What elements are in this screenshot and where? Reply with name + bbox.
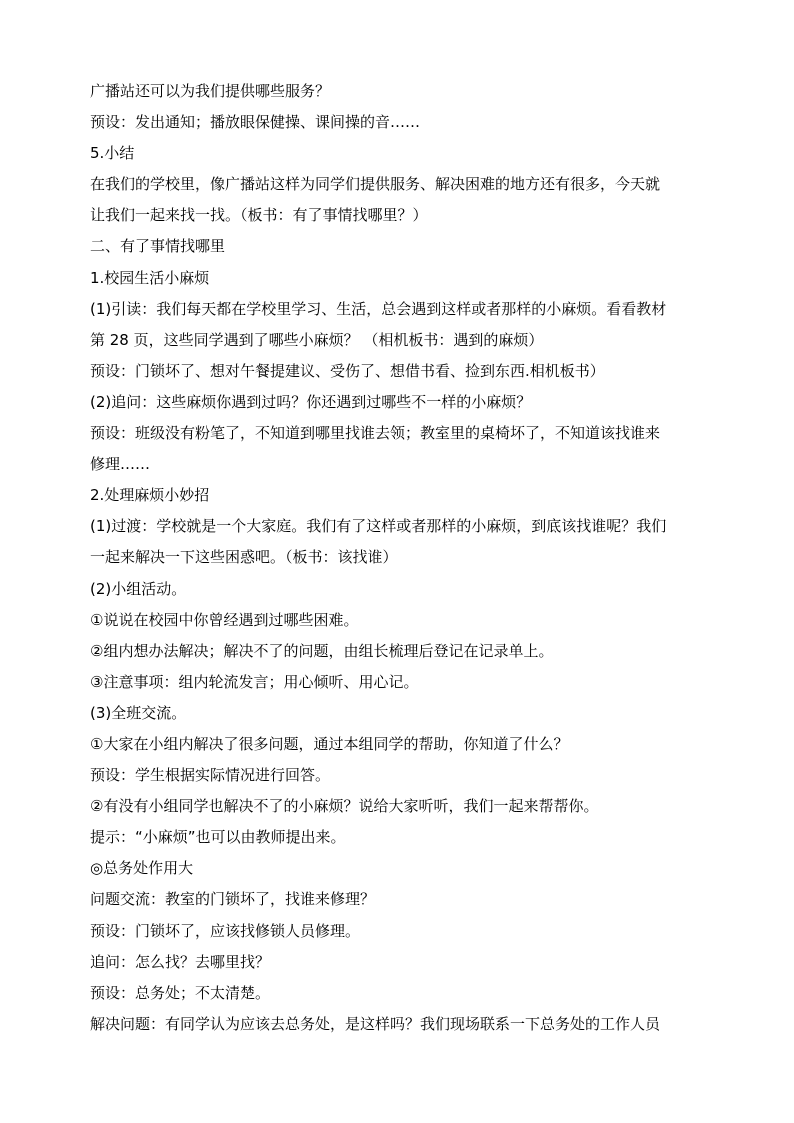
text-line: 一起来解决一下这些困惑吧。（板书：该找谁） (90, 548, 398, 567)
text-line: 追问：怎么找？去哪里找？ (90, 952, 271, 971)
text-line: (3)全班交流。 (90, 703, 187, 722)
text-line: 预设：发出通知；播放眼保健操、课间操的音…… (90, 113, 421, 132)
section-heading: ◎总务处作用大 (90, 859, 194, 878)
text-line: 让我们一起来找一找。（板书：有了事情找哪里？） (90, 206, 428, 225)
text-line: 广播站还可以为我们提供哪些服务？ (90, 82, 331, 100)
section-heading: 1.校园生活小麻烦 (90, 268, 210, 287)
text-line: (1)过渡：学校就是一个大家庭。我们有了这样或者那样的小麻烦，到底该找谁呢？我们 (90, 517, 667, 536)
list-item: ②组内想办法解决；解决不了的问题，由组长梳理后登记在记录单上。 (90, 641, 554, 660)
list-item: ②有没有小组同学也解决不了的小麻烦？说给大家听听，我们一起来帮帮你。 (90, 797, 599, 816)
text-line: 预设：学生根据实际情况进行回答。 (90, 766, 331, 785)
text-line: 修理…… (90, 455, 151, 474)
text-line: 第 28 页，这些同学遇到了哪些小麻烦？ （相机板书：遇到的麻烦） (90, 330, 544, 349)
text-line: 预设：班级没有粉笔了，不知道到哪里找谁去领；教室里的桌椅坏了，不知道该找谁来 (90, 424, 661, 443)
section-heading: 2.处理麻烦小妙招 (90, 486, 210, 505)
text-line: 预设：门锁坏了，应该找修锁人员修理。 (90, 921, 361, 940)
text-line: (2)小组活动。 (90, 579, 187, 598)
text-line: 在我们的学校里，像广播站这样为同学们提供服务、解决困难的地方还有很多，今天就 (90, 175, 661, 194)
text-line: (2)追问：这些麻烦你遇到过吗？你还遇到过哪些不一样的小麻烦？ (90, 392, 532, 411)
section-heading: 二、有了事情找哪里 (90, 237, 226, 256)
text-line: (1)引读：我们每天都在学校里学习、生活，总会遇到这样或者那样的小麻烦。看看教材 (90, 299, 667, 318)
text-line: 解决问题：有同学认为应该去总务处，是这样吗？我们现场联系一下总务处的工作人员 (90, 1014, 661, 1033)
document-body (90, 76, 710, 1040)
text-line: 预设：总务处；不太清楚。 (90, 983, 271, 1002)
list-item: ③注意事项：组内轮流发言；用心倾听、用心记。 (90, 672, 419, 691)
text-line: 提示：“小麻烦”也可以由教师提出来。 (90, 828, 346, 847)
text-line: 问题交流：教室的门锁坏了，找谁来修理？ (90, 890, 376, 909)
text-line: 预设：门锁坏了、想对午餐提建议、受伤了、想借书看、捡到东西.相机板书） (90, 361, 605, 380)
section-heading: 5.小结 (90, 144, 135, 163)
list-item: ①大家在小组内解决了很多问题，通过本组同学的帮助，你知道了什么？ (90, 734, 569, 753)
list-item: ①说说在校园中你曾经遇到过哪些困难。 (90, 610, 359, 629)
